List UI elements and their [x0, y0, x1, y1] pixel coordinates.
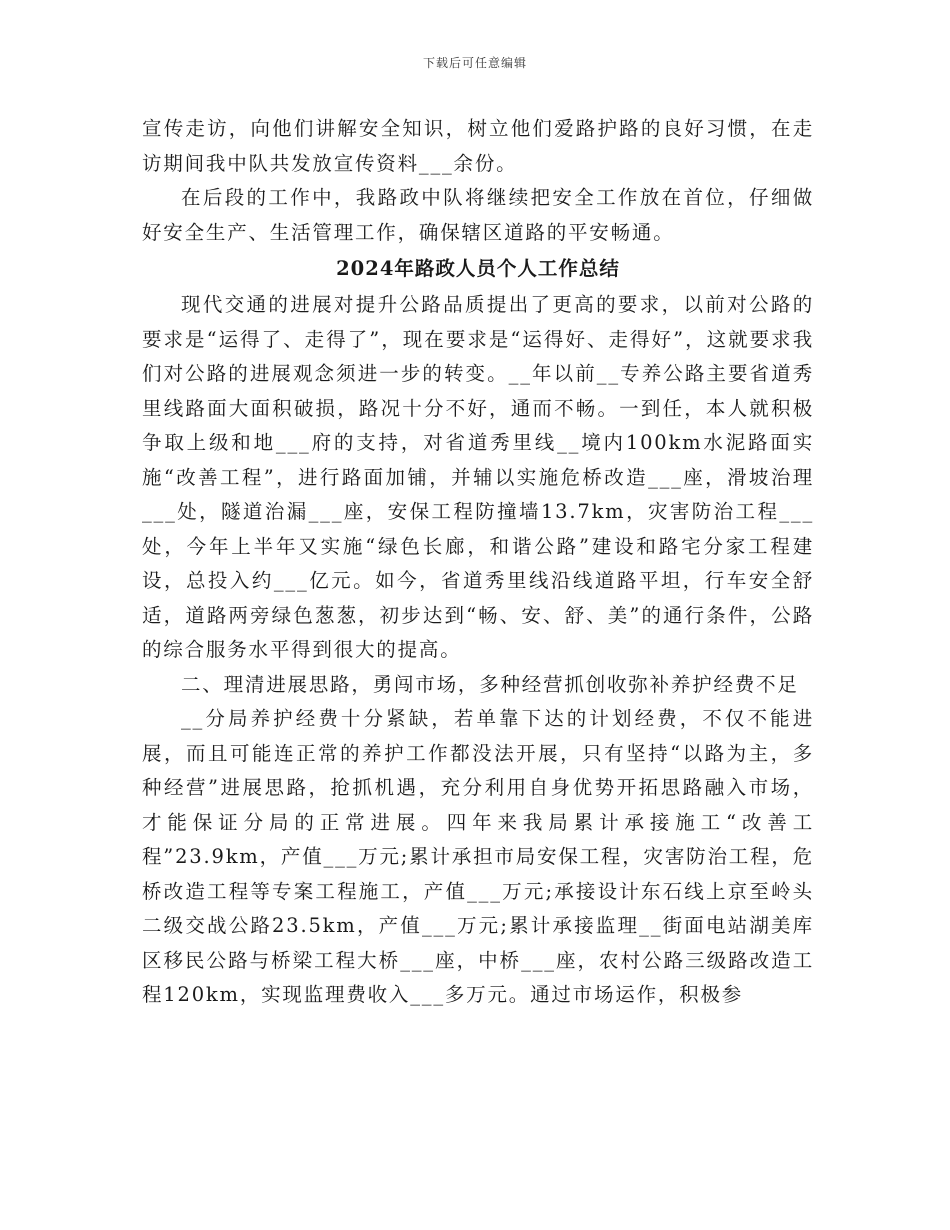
paragraph-intro-continuation: 宣传走访，向他们讲解安全知识，树立他们爱路护路的良好习惯，在走访期间我中队共发放宣传资料___余份。	[142, 117, 814, 175]
page-header: 下载后可任意编辑	[422, 56, 527, 70]
section-title: 2024年路政人员个人工作总结	[336, 257, 620, 280]
paragraph-section-heading-two: 二、理清进展思路，勇闯市场，多种经营抓创收弥补养护经费不足	[181, 672, 799, 696]
document-body	[142, 112, 814, 1013]
paragraph-safety-work: 在后段的工作中，我路政中队将继续把安全工作放在首位，仔细做好安全生产、生活管理工作，确保辖区道路的平安畅通。	[142, 186, 814, 244]
paragraph-road-improvement: 现代交通的进展对提升公路品质提出了更高的要求，以前对公路的要求是“运得了、走得了”，现在要求是“运得好、走得好”，这就要求我们对公路的进展观念须进一步的转变。__年以前__专养公路主要省道秀里线路面大面积破损，路况十分不好，通而不畅。一到任，本人就积极争取上级和地___府的支持，对省道秀里线__境内100km水泥路面实施“改善工程”，进行路面加铺，并辅以实施危桥改造___座，滑坡治理___处，隧道治漏___座，安保工程防撞墙13.7km，灾害防治工程___处，今年上半年又实施“绿色长廊，和谐公路”建设和路宅分家工程建设，总投入约___亿元。如今，省道秀里线沿线道路平坦，行车安全舒适，道路两旁绿色葱葱，初步达到“畅、安、舒、美”的通行条件，公路的综合服务水平得到很大的提高。	[142, 293, 814, 661]
paragraph-funding-market: __分局养护经费十分紧缺，若单靠下达的计划经费，不仅不能进展，而且可能连正常的养护工作都没法开展，只有坚持“以路为主，多种经营”进展思路，抢抓机遇，充分利用自身优势开拓思路融入市场，才能保证分局的正常进展。四年来我局累计承接施工“改善工程”23.9km，产值___万元;累计承担市局安保工程，灾害防治工程，危桥改造工程等专案工程施工，产值___万元;承接设计东石线上京至岭头二级交战公路23.5km，产值___万元;累计承接监理__街面电站湖美库区移民公路与桥梁工程大桥___座，中桥___座，农村公路三级路改造工程120km，实现监理费收入___多万元。通过市场运作，积极参	[142, 707, 814, 1006]
